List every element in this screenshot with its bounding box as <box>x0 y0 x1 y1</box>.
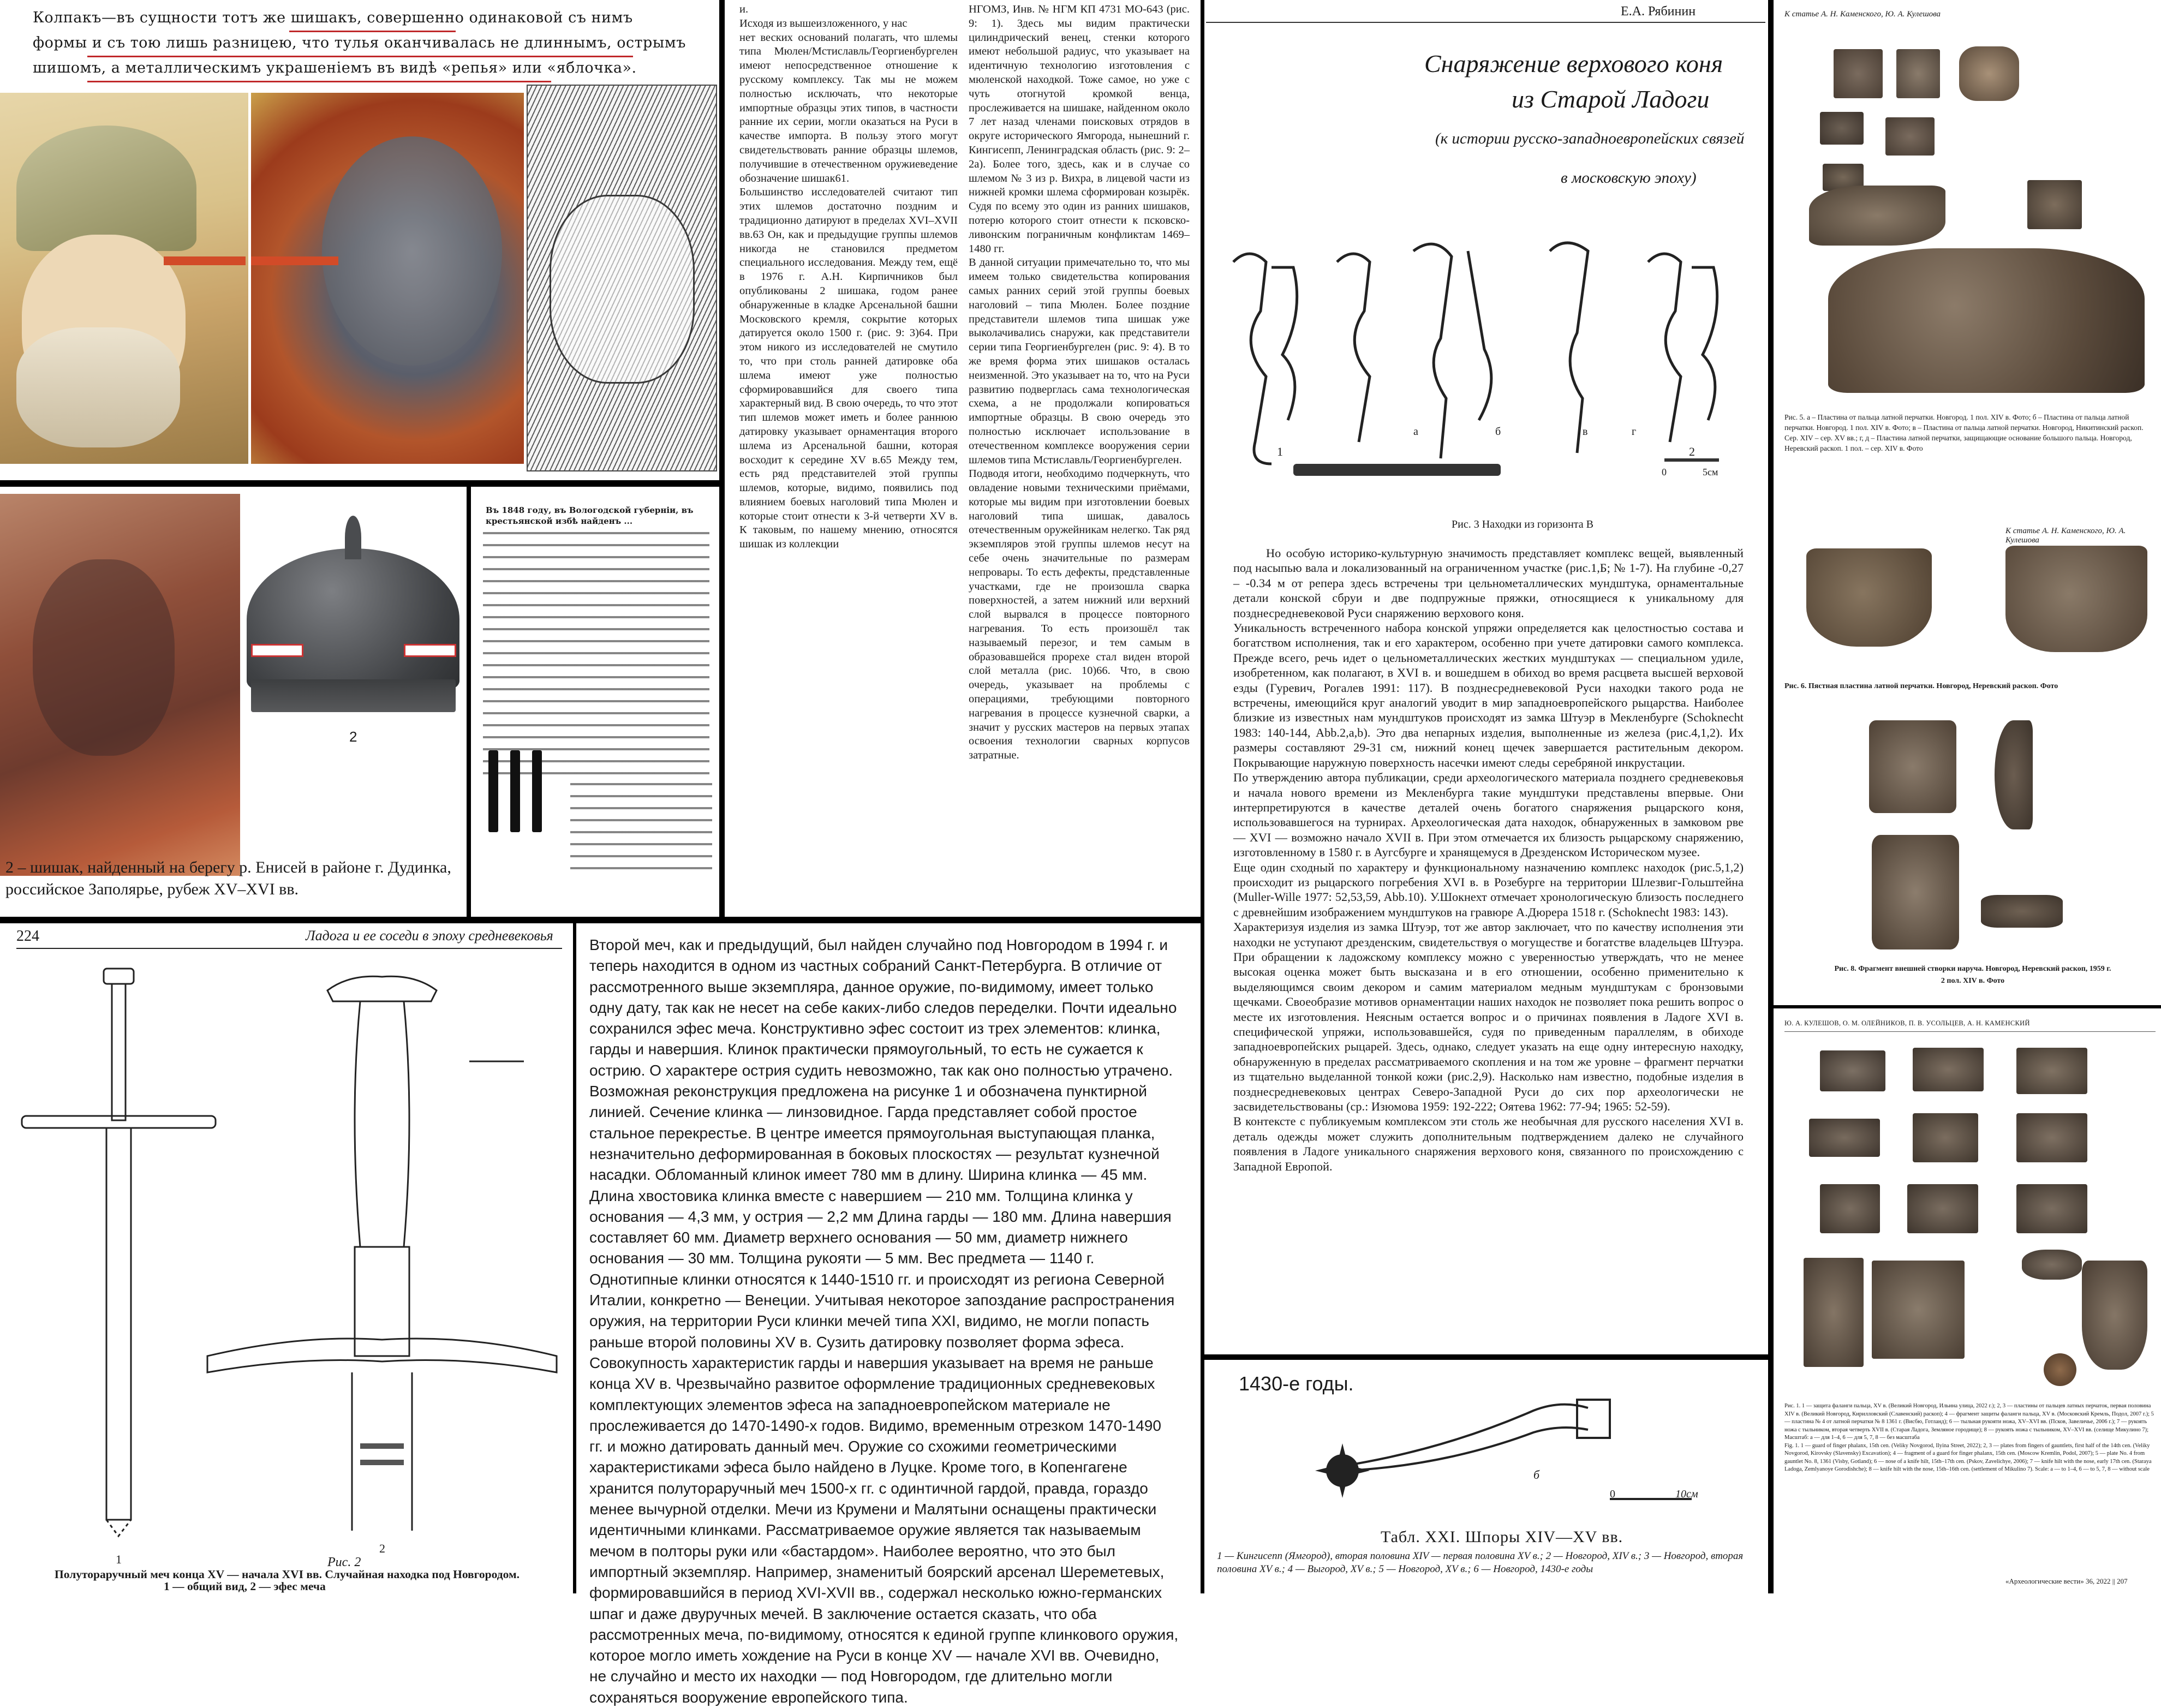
rowel-points <box>1315 1443 1370 1498</box>
article-column-1: и. Исходя из вышеизложенного, у нас нет веских оснований полагать, что шлемы типа Мюлен/Мстиславль/Георгиенбургелен имеют непосредственное отношение к русскому комплексу. Так мы не можем полностью исключать, что некоторые импортные образцы этих типов, в частности ранние их серии, могли оказаться на Руси в качестве импорта. В пользу этого могут свидетельствовать ранние образцы шлемов, получившие в отечественном оружиеведение обозначение шишак61. Большинство исследователей считают тип этих шлемов достаточно поздним и традиционно датируют в пределах XVI–XVII вв.63 Он, как и предыдущие группы шлемов никогда не становился предметом специального исследования. Между тем, ещё в 1976 г. А.Н. Кирпичников был опубликованы 2 шишака, годом ранее обнаруженные в кладке Арсенальной башни Московского кремля, сокрытие которых датируется около 1500 г. (рис. 9: 3)64. При этом никого из исследователей не смутило то, что при столь ранней датировке оба шлема имеют уже полностью сформировавшийся для своего типа характерный вид. В свою очередь, то что этот тип шлемов может иметь и более раннюю датировку указывает орнаментация второго шлема из Арсенальной башни, которая восходит к середине XV в.65 Между тем, есть ряд представителей этой группы шлемов, которые, видимо, появились под влиянием боевых наголовий типа Мюлен и которые стоит отнести к 3-й четверти XV в. К таковым, по нашему мнению, относятся шишак из коллекции <box>739 3 958 551</box>
spur-arm-upper <box>1348 1405 1588 1465</box>
plate-corner-photo <box>2027 180 2082 229</box>
panel-gauntlet-plates <box>1776 0 2161 524</box>
fig-label-a: а <box>1413 426 1418 438</box>
article-body: Но особую историко-культурную значимость представляет комплекс вещей, выявленный под насыпью вала и локализованный на ограниченном участке (рис.1,Б; № 1-7). На глубине -0,27 – -0.34 м от репера здесь встречены три цельнометаллических мундштука, орнаментальные детали конской сбруи и две подпружные пряжки, относящиеся к уникальному для позднесредневековой Руси снаряжению верхового коня. Уникальность встреченного набора конской упряжи определяется как целостностью состава и богатством исполнения, так и его характером, особенно при учете датировки самого комплекса. Прежде всего, речь идет о цельнометаллических жестких мундштуках — специальном удиле, изобретенном, как полагают, в XVI в. и вошедшем в обиход во время расцвета высшей верховой езды (Гуревич, Рогалев 1991: 117). В позднесредневековой Руси находки такого рода не встречены, имеющийся круг аналогий уводит в мир западноевропейского рыцарства. Наиболее близкие из известных нам мундштуков происходят из замка Штуэр в Мекленбурге (Schoknecht 1983: 140-144, Abb.2,a,b). Это два непарных изделия, выполненные из железа (рис.4,1,2). Их размеры составляют 29-31 см, нижний конец щечек завершается растительным декором. Покрывающие наружную поверхность насечки имеют следы серебряной инкрустации. По утверждению автора публикации, среди археологического материала позднего средневековья и начала нового времени из Мекленбурга такие мундштуки представлены впервые. Они интерпретируются в качестве деталей очень богатого снаряжения рыцарского коня, использовавшегося на турнирах. Археологическая дата находок, обнаруженных в замковом рве — XVI — возможно начало XVII в. При этом отмечается их близость рыцарскому снаряжению, изготовленному в 1580 г. в Аугсбурге и хранящемуся в Дрезденском Историческом музее. Еще один сходный по характеру и функциональному назначению комплекс находок (рис.5,1,2) происходит из рыцарского погребения XVI в. в Розебурге на территории Шлезвиг-Гольштейна (Muller-Wille 1977: 52,53,59, Abb.10). У.Шокнехт отмечает хронологическую близость последнего с древнейшим изображением мундштуков на гравюре А.Дюрера 1518 г. (Schoknecht 1983: 143). Характеризуя изделия из замка Штуэр, тот же автор заключает, что по качеству исполнения эти находки не уступают дрезденским, свидетельствуя о могуществе и богатстве владельцев Штуэра. При обращении к ладожскому комплексу можно с уверенностью утверждать, что не менее высокая оценка может быть высказана и в его отношении, особенно применительно к выделяющимся своим декором и самим материалом медным мундштукам с бронзовыми щечками. Своеобразие мотивов орнаментации наших находок не позволяет пока решить вопрос о месте их изготовления. Неясным остается вопрос и о причинах появления в Ладоге XVI в. специфической упряжи, использовавшейся, судя по приведенным параллелям, в обиходе западноевропейских рыцарей. Здесь, однако, следует указать на еще одну интересную находку, обнаруженную в пределах рассматриваемого скопления и на том же уровне – фрагмент перчатки из тщательно выделанной тонкой кожи (рис.2,9). Насколько нам известно, подобные изделия в позднесредневековых центрах Северо-Западной Руси до сих пор археологически не засвидетельствованы (ср.: Изюмова 1959: 192-222; Оятева 1962: 77-94; 1965: 52-59). В контексте с публикуемым комплексом эти столь же необычная для русского населения XVI в. деталь одежды может служить дополнительным подтверждением далеко не случайного появления в Ладоге уникального снаряжения верхового коня, связанного по происхождению с Западной Европой. <box>1233 546 1744 1173</box>
hatch-1 <box>360 1443 404 1449</box>
sword-fig-2: 2 <box>379 1542 385 1555</box>
knife-hilt-photo-4 <box>2082 1261 2147 1370</box>
fig-label-g: г <box>1632 426 1637 438</box>
knife-hilt-photo-3 <box>2022 1250 2082 1280</box>
bit-1b <box>1271 267 1297 420</box>
article-column-2: НГОМЗ, Инв. № НГМ КП 4731 МО-643 (рис. 9: 1). Здесь мы видим практически цилиндрический венец, стенки которого имеют небольшой радиус, что указывает на идентичную технологию изготовления с мюленской находкой. Тоже самое, но уже с чуть отогнутой кромкой венца, прослеживается на шишаке, найденном около 7 лет назад членами поисковых отрядов в округе исторического Ямгорода, нынешний г. Кингисепп, Ленинградская область (рис. 9: 2–2а). Более того, здесь, как и в случае со шлемом № 3 из р. Вихра, в лицевой части из нижней кромки шлема сформирован козырёк. Судя по всему это один из ранних шишаков, потерю которого стоит отнести к псковско-ливонским пограничным конфликтам 1469–1480 гг. В данной ситуации примечательно то, что мы имеем только свидетельства копирования самых ранних серий этой группы боевых наголовий – типа Мюлен. Более поздние представители шлемов типа шишак уже выколачивались снаружи, как представители серии типа Георгиенбургелен (рис. 9: 4). В то же время форма этих шишаков осталась неизменной. Это указывает на то, что на Руси развитию подверглась сама технологическая схема, а не продолжали копироваться импортные образцы. В свою очередь это полностью исключает использование в отечественном комплексе вооружения серии шлемов типа Мстиславль/Георгиенбургелен. Подводя итоги, необходимо подчеркнуть, что овладение новыми техническими приёмами, которые мы видим при изготовлении боевых наголовий типа шишак, давалось отечественным оружейникам нелегко. Так ряд экземпляров этой группы шлемов несут на себе очень значительные по размерам непровары. То есть дефекты, представленные участками, где не произошла сварка поверхностей, а затем нижний или верхний слой вырвался в процессе повторного нагревания. То есть произошёл так называемый перезог, и тем самым в образовавшейся прорехе стал виден второй слой металла (рис. 10)66. Что, в свою очередь, указывает на проблемы с операциями, требующими повторного нагревания в процессе кузнечной сварки, а значит у русских мастеров на первых этапах освоения технологии сварных корпусов затратные. <box>969 3 1190 762</box>
sword-fig-1: 1 <box>116 1552 122 1566</box>
vambrace-caption: Рис. 8. Фрагмент внешней створки наруча. Новгород, Неревский раскоп, 1959 г. 2 пол. XIV в. Фото <box>1834 965 2111 985</box>
fig-label-2: 2 <box>1689 445 1695 458</box>
panel-sword-text <box>578 925 1198 1706</box>
fresco-fragment-image <box>0 494 240 876</box>
separator-v1 <box>719 0 725 922</box>
sword2-pommel <box>327 976 437 1001</box>
plates-caption: Рис. 5. а – Пластина от пальца латной перчатки. Новгород. 1 пол. XIV в. Фото; б – Пластина от пальца латной перчатки. Новгород. 1 пол. XIV в. Фото; в – Пластина от пальца латной перчатки. Новгород, Никитинский раскоп. Сер. XIV – сер. XV вв.; г, д – Пластина латной перчатки, защищающие основание большого пальца. Новгород, Неревский раскоп. 1 пол. – сер. XIV в. Фото <box>1784 413 2145 452</box>
red-underline-1 <box>289 31 456 32</box>
vambrace-photo-4 <box>1981 895 2063 928</box>
stirrup-drawing-3 <box>532 750 542 832</box>
stirrup-drawing-2 <box>510 750 520 832</box>
spur-drawing <box>1304 1383 1697 1509</box>
vambrace-photo-1 <box>1869 720 1956 813</box>
fresco-shape <box>33 559 175 756</box>
helmet-shape <box>16 126 196 251</box>
scale-label-10cm: 10см <box>1675 1488 1698 1500</box>
panel-finger-guards <box>1776 1010 2161 1593</box>
white-arrow-left-icon <box>251 644 303 657</box>
spur-fig-label: б <box>1533 1468 1540 1482</box>
sword1-tip <box>106 1520 131 1536</box>
bit-5 <box>1550 243 1588 453</box>
knife-hilt-photo-2 <box>1872 1261 1965 1359</box>
fig-label-v: в <box>1583 426 1588 438</box>
bit-2 <box>1337 254 1370 442</box>
red-arrow-icon <box>164 256 246 265</box>
guard-photo-5 <box>1913 1113 1978 1162</box>
sword-caption-line2: 1 — общий вид, 2 — эфес меча <box>164 1580 326 1593</box>
panel-old-print-column <box>472 494 718 914</box>
knife-hilt-photo-5 <box>2044 1353 2076 1386</box>
kolpak-text: Колпакъ—въ сущности тотъ же шишакъ, совершенно одинаковой съ нимъ формы и съ тою лишь разницею, что тулья оканчивалась не длиннымъ, острымъ шишомъ, а металлическимъ украшеніемъ въ видѣ «репья» или «яблочка». <box>33 9 686 76</box>
engraving-figure <box>550 195 695 384</box>
separator-v4 <box>467 487 471 918</box>
metacarpal-header: К статье А. Н. Каменского, Ю. А. Кулешова <box>2005 527 2126 545</box>
panel-article-helmets <box>726 0 1198 914</box>
guard-photo-1 <box>1820 1050 1885 1091</box>
beard-shape <box>16 327 180 447</box>
panel-metacarpal-plate <box>1776 524 2161 709</box>
helmet-tip <box>345 516 361 559</box>
separator-h3 <box>1203 1354 1771 1360</box>
separator-h2 <box>0 917 1203 923</box>
spur-arm-lower <box>1348 1428 1588 1471</box>
plates-header: К статье А. Н. Каменского, Ю. А. Кулешова <box>1784 10 1941 19</box>
article-subtitle-1: (к истории русско-западноевропейских связей <box>1435 130 1745 147</box>
helmet-rim <box>251 679 456 712</box>
sword2-blade <box>352 1372 412 1531</box>
guard-photo-7 <box>1820 1184 1880 1233</box>
finger-guards-authors: Ю. А. КУЛЕШОВ, О. М. ОЛЕЙНИКОВ, П. В. УСОЛЬЦЕВ, А. Н. КАМЕНСКИЙ <box>1784 1019 2030 1027</box>
red-underline-2 <box>87 56 633 57</box>
panel-shishak-photo <box>0 494 464 914</box>
journal-footer: «Археологические вести» 36, 2022 || 207 <box>2005 1577 2128 1585</box>
scale-label-0-spur: 0 <box>1610 1488 1615 1500</box>
separator-v5 <box>573 922 576 1593</box>
ornament-strip <box>1293 464 1501 476</box>
helmet-dome <box>247 548 459 690</box>
separator-h4 <box>1771 1005 2161 1008</box>
running-head: Ладога и ее соседи в эпоху средневековья <box>306 928 553 943</box>
panel-helmet-kolpak <box>0 0 718 475</box>
fig-label-1: 1 <box>1277 445 1283 458</box>
page-number: 224 <box>16 928 39 945</box>
panel-sword-drawing <box>0 925 573 1593</box>
bit-6 <box>1648 254 1681 442</box>
sword-description: Второй меч, как и предыдущий, был найден случайно под Новгородом в 1994 г. и теперь находится в одном из частных собраний Санкт-Петербурга. В отличие от рассмотренного выше экземпляра, данное оружие, по-видимому, имеет только одну дату, так как не несет на себе каких-либо следов переделки. Почти идеально сохранился эфес меча. Конструктивно эфес состоит из трех элементов: клинка, гарды и навершия. Клинок практически прямоугольный, то есть не сужается к острию. О характере острия судить невозможно, так как оно полностью утрачено. Возможная реконструкция предложена на рисунке 1 и обозначена пунктирной линией. Сечение клинка — линзовидное. Гарда представляет собой простое стальное перекрестье. В центре имеется прямоугольная выступающая планка, незначительно деформированная в боковых плоскостях — результат кузнечной насадки. Обломанный клинок имеет 780 мм в длину. Ширина клинка — 45 мм. Длина хвостовика клинка вместе с навершием — 210 мм. Толщина клинка у основания — 4,3 мм, у острия — 2,2 мм Длина гарды — 180 мм. Длина навершия составляет 60 мм. Диаметр верхнего основания — 50 мм, диаметр нижнего основания — 30 мм. Толщина рукояти — 5 мм. Вес предмета — 1140 г. Однотипные клинки относятся к 1440-1510 гг. и происходят из региона Северной Италии, конкретно — Венеции. Учитывая некоторое запоздание распространения оружия, на территории Руси клинки мечей типа XXI, видимо, не могли попасть раньше второй половины XV в. Сузить датировку позволяет форма эфеса. Совокупность характеристик гарды и навершия указывает на время не раньше конца XV в. Чрезвычайно развитое оформление традиционных средневековых комплектующих элементов эфеса на западноевропейском материале не прослеживается до 1470-1490-х годов. Видимо, временным отрезком 1470-1490 гг. и можно датировать данный меч. Оружие со схожими геометрическими характеристиками эфеса было найдено в Луцке. Кроме того, в Копенгагене хранится полуторaручный меч 1500-х гг. с одинтичной гардой, правда, гораздо менее вычурной отделки. Мечи из Крумени и Малятыни оснащены практически идентичными клинками. Рассматриваемое оружие является так называемым мечом в полторы руки или «бастардом». Наиболее вероятно, что это был импортный экземпляр. Например, знаменитый боярский арсенал Шереметевых, формировавшийся в период XVI-XVII вв., содержал несколько южно-германских шпаг и даже двуручных мечей. В заключение остается сказать, что оба рассмотренных меча, по-видимому, относятся к единой группе клинкового оружия, которое могло иметь хождение на Руси в конце XV — начале XVI вв. Очевидно, не случайно и место их находки — под Новгородом, где длительно могли сохраняться вооружение европейского типа. <box>589 936 1183 1706</box>
panel-vambrace-fragment <box>1776 709 2161 1004</box>
plate-v-photo <box>1959 46 2019 101</box>
vambrace-photo-2 <box>1995 720 2033 829</box>
sword-illustration <box>0 952 573 1542</box>
metacarpal-plate-photo-2 <box>2005 546 2147 652</box>
figure-number: 2 <box>349 728 357 745</box>
spur-sub-caption: 1 — Кингисепп (Ямгород), вторая половина XIV — первая половина XV в.; 2 — Новгород, XIV в.; 3 — Новгород, вторая половина XV в.; 4 — Выгород, XV в.; 5 — Новгород, XV в.; 6 — Новгород, 1430-е годы <box>1217 1550 1746 1575</box>
white-arrow-right-icon <box>404 644 456 657</box>
running-head-rule <box>16 948 562 949</box>
plate-g-photo <box>1820 112 1864 145</box>
scale-label-0: 0 <box>1662 467 1667 477</box>
shishak-helmet-image <box>240 494 464 849</box>
article-subtitle-2: в московскую эпоху) <box>1561 169 1697 187</box>
hatch-2 <box>360 1460 404 1465</box>
icon-painting-warrior-image <box>0 93 248 464</box>
metacarpal-plate-photo-1 <box>1806 548 1932 647</box>
article-title-2: из Старой Ладоги <box>1512 85 1710 113</box>
vambrace-photo-3 <box>1872 835 1959 949</box>
panel-ryabinin-article <box>1206 0 1765 1353</box>
shishak-caption: 2 – шишак, найденный на берегу р. Енисей в районе г. Дудинка, российское Заполярье, рубеж XV–XVI вв. <box>5 858 451 898</box>
sword-caption-title: Рис. 2 <box>327 1555 361 1569</box>
spur-table-caption: Табл. XXI. Шпоры XIV—XV вв. <box>1381 1528 1623 1546</box>
article-title-1: Снаряжение верхового коня <box>1424 50 1723 77</box>
halo-shape <box>322 136 502 366</box>
knife-hilt-photo-1 <box>1804 1258 1864 1367</box>
old-print-text-block-2 <box>570 778 712 876</box>
bits-drawing <box>1211 229 1757 507</box>
guard-photo-8 <box>1907 1184 1978 1233</box>
fig-label-b: б <box>1495 426 1501 438</box>
header-rule <box>1206 22 1765 23</box>
guard-photo-4 <box>1809 1119 1880 1157</box>
sword2-grip <box>355 1001 409 1247</box>
sword1-grip <box>112 984 126 1120</box>
guard-photo-3 <box>2016 1048 2087 1094</box>
plate-d-photo <box>1885 117 1935 156</box>
bit-3 <box>1413 244 1452 458</box>
old-print-text-block <box>483 527 709 778</box>
bit-4 <box>1468 251 1491 420</box>
sword1-pommel <box>104 969 134 984</box>
guard-photo-6 <box>2016 1113 2087 1162</box>
plate-b-photo <box>1896 49 1940 98</box>
separator-h1 <box>0 480 720 487</box>
plate-large-photo <box>1828 248 2145 393</box>
icon-painting-red-figure-image <box>251 93 524 464</box>
guard-photo-2 <box>1913 1048 1984 1091</box>
sword1-blade <box>106 1128 131 1520</box>
article-author: Е.А. Рябинин <box>1621 4 1696 19</box>
red-arrow-icon-2 <box>251 256 338 265</box>
authors-rule <box>1784 1031 2156 1032</box>
metacarpal-caption: Рис. 6. Пястная пластина латной перчатки. Новгород, Неревский раскоп. Фото <box>1784 682 2058 690</box>
sword-caption-line1: Полуторaручный меч конца XV — начала XVI вв. Случайная находка под Новгородом. <box>55 1568 520 1581</box>
red-underline-3 <box>87 81 551 82</box>
bit-1 <box>1233 254 1271 464</box>
old-print-heading: Въ 1848 году, въ Вологодской губерніи, въ крестьянской избѣ найденъ ... <box>486 505 709 527</box>
plate-a-photo <box>1834 49 1883 98</box>
figure-caption: Рис. 3 Находки из горизонта В <box>1452 518 1593 530</box>
sword1-guard <box>22 1116 216 1128</box>
bit-6b <box>1692 267 1717 420</box>
panel-spurs-table <box>1206 1361 1771 1593</box>
scale-label-5cm: 5см <box>1703 467 1718 477</box>
plate-bent-photo <box>1809 186 1945 246</box>
finger-guards-caption: Рис. 1. 1 — защита фаланги пальца, XV в. (Великий Новгород, Ильина улица, 2022 г.); 2, 3 — пластины от пальцев латных перчаток, первая половина XIV в. (Великий Новгород, Кирилловский (Славенский) раскоп); 4 — фрагмент защиты фаланги пальца, XV в. (Московский Кремль, Подол, 2007 г.); 5 — пластина № 4 от латной перчатки № 8 1361 г. (Висбю, Готланд); 6 — тыльная рукояти ножа, XV–XVI вв. (Псков, Завеличье, 2006 г.); 7 — рукоять ножа с тыльником, вторая четверть XVII в. (Старая Ладога, Земляное городище); 8 — рукоять ножа с тыльником, XV–XVI вв. (селище Микулино 7); Масштаб: а — для 1–4, 6 — для 5, 7, 8 — без масштаба Fig. 1. 1 — guard of finger phalanx, 15th cen. (Veliky Novgorod, Ilyina Street, 2022); 2, 3 — plates from fingers of gauntlets, first half of the 14th cen. (Veliky Novgorod, Kirovsky (Slavensky) Excavation); 4 — fragment of a guard for finger phalanx, 15th cen. (Moscow Kremlin, Podol, 2007); 5 — plate No. 4 from gauntlet No. 8, 1361 (Visby, Gotland); 6 — nose of a knife hilt, 15th–17th cen. (Pskov, Zavelichye, 2006); 7 — knife hilt with the nose, early 17th cen. (Staraya Ladoga, Zemlyanoye Gorodishche); 8 — knife hilt with the nose, 15th–16th cen. (settlement of Mikulino 7). Scale: a — to 1–4, 6 — to 5, 7, 8 — without scale <box>1784 1403 2154 1472</box>
engraving-battle-image <box>527 85 717 471</box>
stirrup-drawing-1 <box>488 750 498 832</box>
guard-photo-9 <box>2016 1184 2087 1233</box>
spur-date-note: 1430-е годы. <box>1239 1372 1354 1395</box>
